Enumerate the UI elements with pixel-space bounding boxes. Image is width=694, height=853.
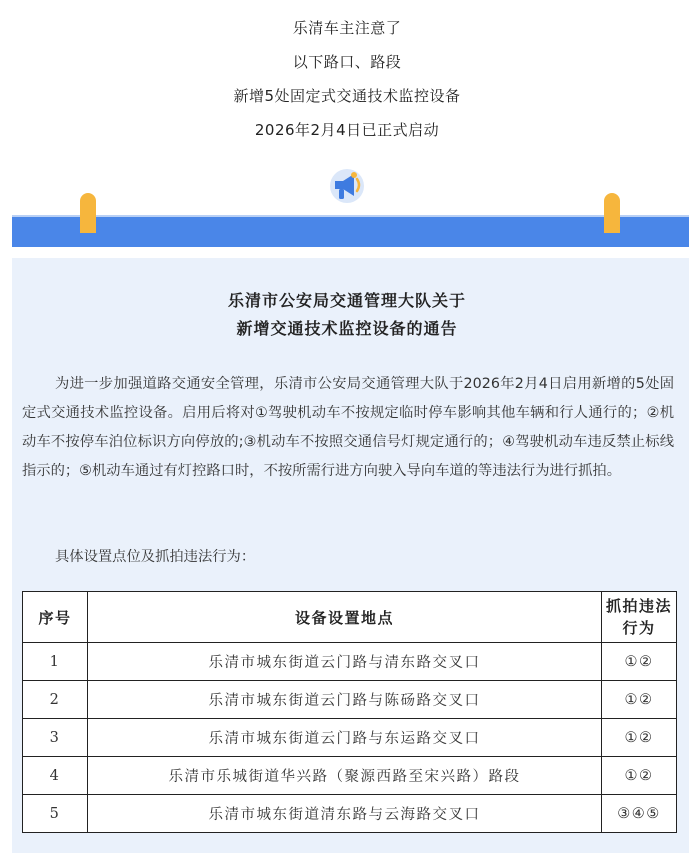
row-violations: ①②	[602, 681, 677, 719]
pin-left	[80, 193, 96, 233]
row-violations: ①②	[602, 757, 677, 795]
row-no: 1	[23, 643, 88, 681]
table-row	[23, 795, 677, 833]
row-no: 4	[23, 757, 88, 795]
header-line-3: 新增5处固定式交通技术监控设备	[233, 87, 461, 105]
row-location: 乐清市乐城街道华兴路（聚源西路至宋兴路）路段	[88, 757, 602, 795]
notice-body: 为进一步加强道路交通安全管理，乐清市公安局交通管理大队于2026年2月4日启用新增的5处固定式交通技术监控设备。启用后将对①驾驶机动车不按规定临时停车影响其他车辆和行人通行的；②机动车不按停车泊位标识方向停放的;③机动车不按照交通信号灯规定通行的；④驾驶机动车违反禁止标线指示的；⑤机动车通过有灯控路口时，不按所需行进方向驶入导向车道的等违法行为进行抓拍。	[22, 376, 674, 479]
blue-banner	[12, 217, 689, 247]
table-row	[23, 643, 677, 681]
header-violations: 抓拍违法行为	[602, 592, 677, 643]
row-location: 乐清市城东街道云门路与陈砀路交叉口	[88, 681, 602, 719]
notice-title-line1: 乐清市公安局交通管理大队关于	[227, 291, 466, 310]
row-no: 2	[23, 681, 88, 719]
row-violations: ①②	[602, 719, 677, 757]
megaphone-icon	[326, 165, 366, 207]
row-location: 乐清市城东街道云门路与东运路交叉口	[88, 719, 602, 757]
table-header-row	[23, 592, 677, 643]
notice-subheading: 具体设置点位及抓拍违法行为：	[55, 549, 256, 565]
notice-title-line2: 新增交通技术监控设备的通告	[236, 319, 458, 338]
row-location: 乐清市城东街道云门路与清东路交叉口	[88, 643, 602, 681]
table-row	[23, 719, 677, 757]
pin-right	[604, 193, 620, 233]
row-violations: ③④⑤	[602, 795, 677, 833]
header-no: 序号	[23, 592, 88, 643]
device-table	[22, 591, 677, 833]
table-row	[23, 757, 677, 795]
row-violations: ①②	[602, 643, 677, 681]
header-location: 设备设置地点	[88, 592, 602, 643]
header-line-4: 2026年2月4日已正式启动	[254, 121, 440, 139]
table-row	[23, 681, 677, 719]
row-location: 乐清市城东街道清东路与云海路交叉口	[88, 795, 602, 833]
header-line-2: 以下路口、路段	[292, 53, 402, 71]
row-no: 3	[23, 719, 88, 757]
row-no: 5	[23, 795, 88, 833]
header-line-1: 乐清车主注意了	[292, 19, 402, 37]
